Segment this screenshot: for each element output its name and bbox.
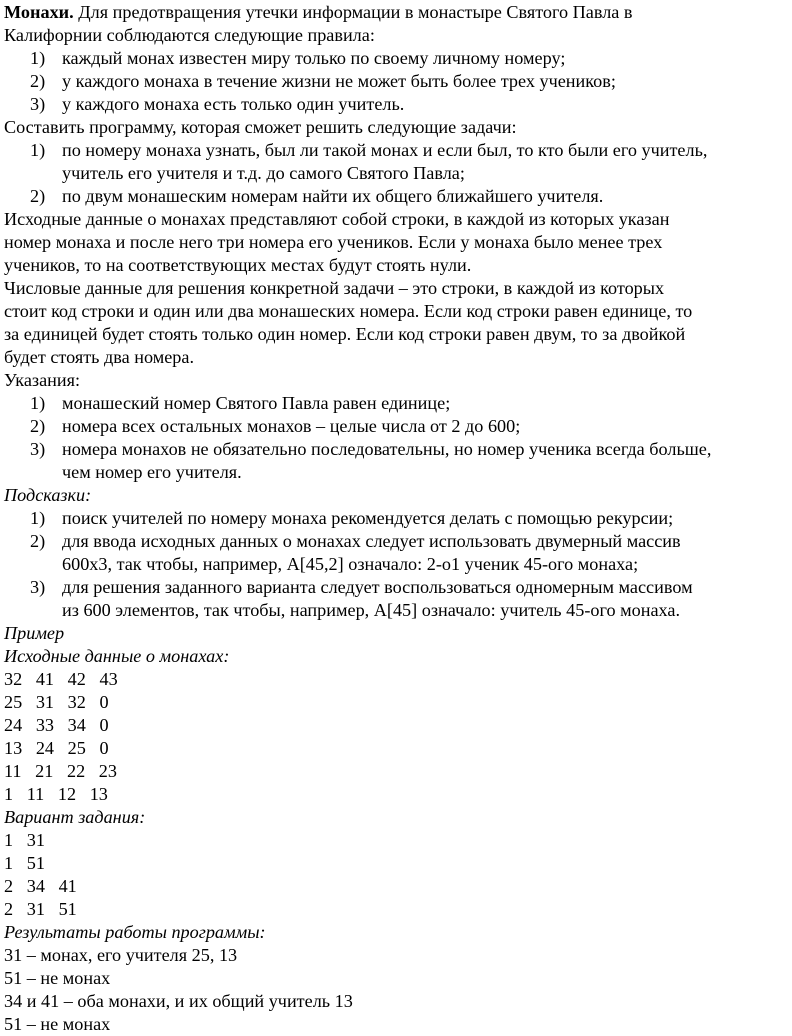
hint-item bbox=[4, 507, 788, 530]
intro-text: Для предотвращения утечки информации в монастыре Святого Павла в bbox=[73, 2, 633, 22]
monk-data-row: 24 33 34 0 bbox=[4, 715, 109, 735]
note-number: 3) bbox=[30, 439, 46, 459]
monks-data bbox=[4, 668, 788, 806]
intro-line-1 bbox=[4, 1, 788, 24]
monk-data-row: 13 24 25 0 bbox=[4, 738, 109, 758]
task-item bbox=[4, 185, 788, 208]
hints-heading: Подсказки: bbox=[4, 485, 92, 505]
hint-item bbox=[4, 530, 788, 576]
note-number: 2) bbox=[30, 416, 46, 436]
task-intro: Составить программу, которая сможет решить следующие задачи: bbox=[4, 117, 517, 137]
variant-data bbox=[4, 829, 788, 921]
note-item bbox=[4, 438, 788, 484]
hints-list bbox=[4, 507, 788, 622]
task-item bbox=[4, 139, 788, 185]
rule-text: у каждого монаха в течение жизни не может быть более трех учеников; bbox=[62, 71, 616, 91]
results-heading: Результаты работы программы: bbox=[4, 922, 266, 942]
variant-data-row: 1 51 bbox=[4, 853, 45, 873]
paragraph-line: стоит код строки и один или два монашеских номера. Если код строки равен единице, то bbox=[4, 301, 693, 321]
numeric-paragraph bbox=[4, 277, 788, 369]
rule-item bbox=[4, 93, 788, 116]
paragraph-line: будет стоять два номера. bbox=[4, 347, 195, 367]
variant-data-row: 2 31 51 bbox=[4, 899, 77, 919]
variant-data-row: 1 31 bbox=[4, 830, 45, 850]
paragraph-line: Числовые данные для решения конкретной задачи – это строки, в каждой из которых bbox=[4, 278, 665, 298]
intro-line-2: Калифорнии соблюдаются следующие правила: bbox=[4, 25, 375, 45]
monks-heading: Исходные данные о монахах: bbox=[4, 646, 230, 666]
hint-text: для решения заданного варианта следует воспользоваться одномерным массивом bbox=[62, 577, 693, 597]
note-text: монашеский номер Святого Павла равен единице; bbox=[62, 393, 451, 413]
tasks-list bbox=[4, 139, 788, 208]
note-item bbox=[4, 392, 788, 415]
document-page bbox=[4, 1, 788, 1036]
monk-data-row: 32 41 42 43 bbox=[4, 669, 118, 689]
hint-text: 600x3, так чтобы, например, A[45,2] означало: 2-о1 ученик 45-ого монаха; bbox=[62, 554, 639, 574]
variant-heading: Вариант задания: bbox=[4, 807, 146, 827]
rule-text: у каждого монаха есть только один учитель. bbox=[62, 94, 405, 114]
monk-data-row: 1 11 12 13 bbox=[4, 784, 108, 804]
note-text: номера монахов не обязательно последовательны, но номер ученика всегда больше, bbox=[62, 439, 712, 459]
results-list bbox=[4, 944, 788, 1036]
variant-data-row: 2 34 41 bbox=[4, 876, 77, 896]
rule-number: 1) bbox=[30, 48, 46, 68]
rule-number: 2) bbox=[30, 71, 46, 91]
monk-data-row: 25 31 32 0 bbox=[4, 692, 109, 712]
hint-text: для ввода исходных данных о монахах следует использовать двумерный массив bbox=[62, 531, 681, 551]
monk-data-row: 11 21 22 23 bbox=[4, 761, 117, 781]
result-line: 51 – не монах bbox=[4, 1014, 111, 1034]
hint-number: 1) bbox=[30, 508, 46, 528]
notes-list bbox=[4, 392, 788, 484]
hint-number: 3) bbox=[30, 577, 46, 597]
input-paragraph bbox=[4, 208, 788, 277]
paragraph-line: номер монаха и после него три номера его учеников. Если у монаха было менее трех bbox=[4, 232, 663, 252]
rule-number: 3) bbox=[30, 94, 46, 114]
paragraph-line: за единицей будет стоять только один номер. Если код строки равен двум, то за двойкой bbox=[4, 324, 686, 344]
rules-list bbox=[4, 47, 788, 116]
task-number: 2) bbox=[30, 186, 46, 206]
rule-item bbox=[4, 70, 788, 93]
rule-item bbox=[4, 47, 788, 70]
task-text: по двум монашеским номерам найти их общего ближайшего учителя. bbox=[62, 186, 604, 206]
intro-title: Монахи. bbox=[4, 2, 74, 22]
notes-heading: Указания: bbox=[4, 370, 81, 390]
hint-item bbox=[4, 576, 788, 622]
hint-text: поиск учителей по номеру монаха рекомендуется делать с помощью рекурсии; bbox=[62, 508, 674, 528]
hint-number: 2) bbox=[30, 531, 46, 551]
rule-text: каждый монах известен миру только по своему личному номеру; bbox=[62, 48, 566, 68]
note-number: 1) bbox=[30, 393, 46, 413]
paragraph-line: Исходные данные о монахах представляют собой строки, в каждой из которых указан bbox=[4, 209, 670, 229]
note-text: чем номер его учителя. bbox=[62, 462, 242, 482]
paragraph-line: учеников, то на соответствующих местах будут стоять нули. bbox=[4, 255, 472, 275]
example-heading: Пример bbox=[4, 623, 65, 643]
task-number: 1) bbox=[30, 140, 46, 160]
task-text: учитель его учителя и т.д. до самого Святого Павла; bbox=[62, 163, 465, 183]
note-item bbox=[4, 415, 788, 438]
result-line: 34 и 41 – оба монахи, и их общий учитель 13 bbox=[4, 991, 353, 1011]
hint-text: из 600 элементов, так чтобы, например, A[45] означало: учитель 45-ого монаха. bbox=[62, 600, 681, 620]
task-text: по номеру монаха узнать, был ли такой монах и если был, то кто были его учитель, bbox=[62, 140, 708, 160]
result-line: 31 – монах, его учителя 25, 13 bbox=[4, 945, 238, 965]
result-line: 51 – не монах bbox=[4, 968, 111, 988]
note-text: номера всех остальных монахов – целые числа от 2 до 600; bbox=[62, 416, 521, 436]
